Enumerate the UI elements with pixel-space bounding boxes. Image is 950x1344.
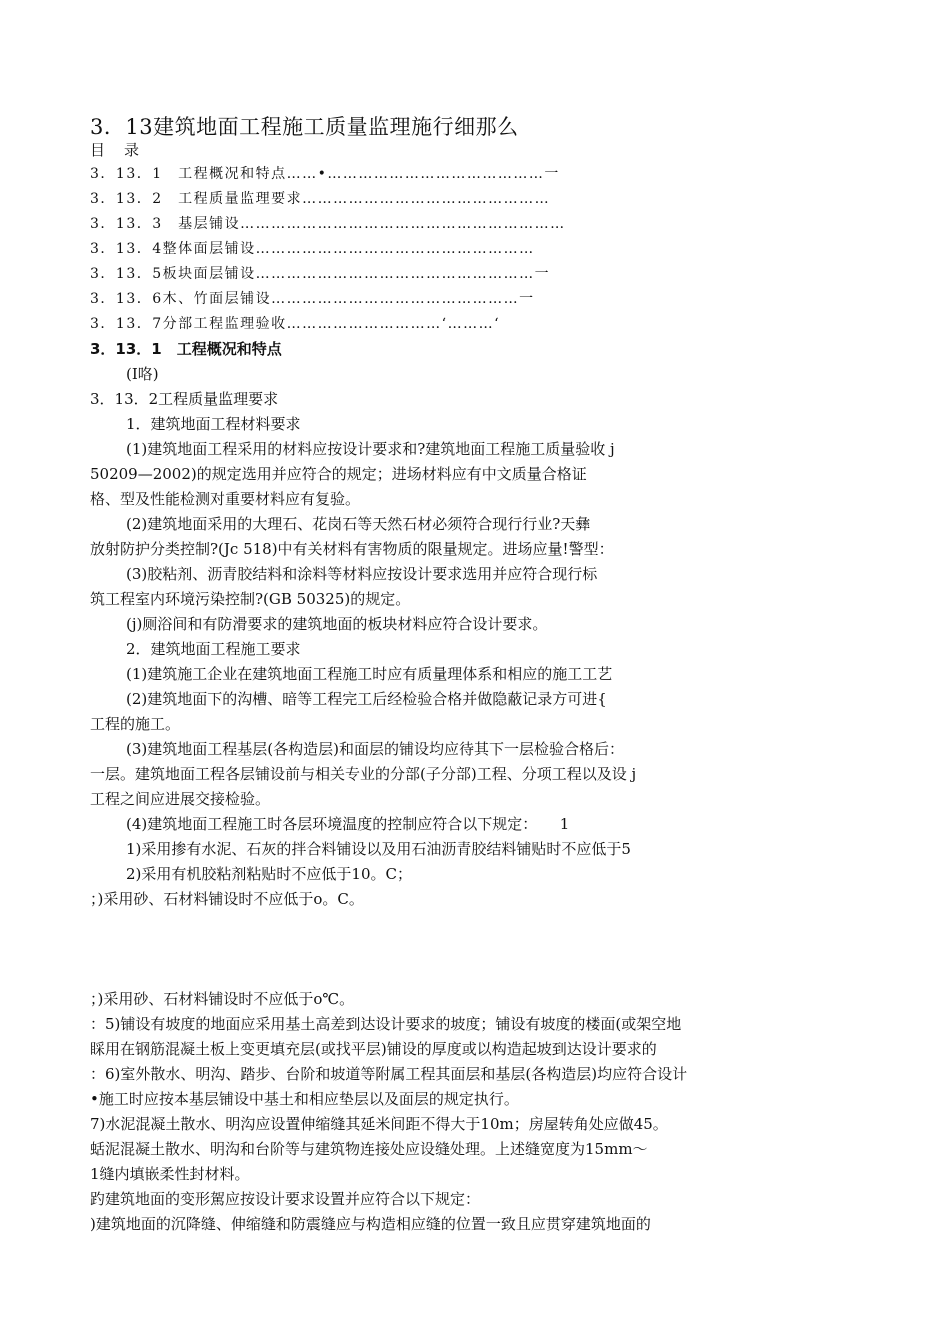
toc-entry: 3．13．4整体面层铺设……………………………………………… (90, 241, 535, 257)
body-line: (3)建筑地面工程基层(各构造层)和面层的铺设均应待其下一层检验合格后： (126, 740, 624, 758)
body-line: 1)采用掺有水泥、石灰的拌合料铺设以及用石油沥青胶结料铺贴时不应低于5 (126, 840, 631, 858)
body-line: 蛞泥混凝土散水、明沟和台阶等与建筑物连接处应设缝处理。上述缝宽度为15mm～ (90, 1140, 648, 1158)
body-line: (j)厕浴间和有防滑要求的建筑地面的板块材料应符合设计要求。 (126, 615, 548, 633)
body-line: ；)采用砂、石材料铺设时不应低于o。C。 (90, 890, 364, 908)
body-line: 工程的施工。 (90, 715, 181, 733)
body-line: (4)建筑地面工程施工时各层环境温度的控制应符合以下规定： 1 (126, 815, 570, 833)
body-line: 筑工程室内环境污染控制?(GB 50325)的规定。 (90, 590, 411, 608)
body-line: 放射防护分类控制?(Jc 518)中有关材料有害物质的限量规定。进场应量!警型： (90, 540, 614, 558)
body-line: ；)采用砂、石材料铺设时不应低于o℃。 (90, 990, 355, 1008)
body-line: (2)建筑地面下的沟槽、暗等工程完工后经检验合格并做隐蔽记录方可进{ (126, 690, 607, 708)
body-line: 格、型及性能检测对重要材料应有复验。 (90, 490, 361, 508)
body-line: 一层。建筑地面工程各层铺设前与相关专业的分部(子分部)工程、分项工程以及设 j (90, 765, 637, 783)
body-line: (3)胶粘剂、沥青胶结料和涂料等材料应按设计要求选用并应符合现行标 (126, 565, 598, 583)
body-line: 工程之间应进展交接检验。 (90, 790, 271, 808)
section-body: (I咯) (126, 365, 159, 383)
body-line: 7)水泥混凝土散水、明沟应设置伸缩缝其延米间距不得大于10m；房屋转角处应做45。 (90, 1115, 668, 1133)
toc-entry: 3．13．6木、竹面层铺设…………………………………………一 (90, 291, 535, 307)
toc-entry: 3．13．7分部工程监理验收…………………………‘………‘ (90, 316, 501, 332)
section-heading: 3．13．2工程质量监理要求 (90, 390, 279, 408)
body-line: (1)建筑施工企业在建筑地面工程施工时应有质量理体系和相应的施工工艺 (126, 665, 613, 683)
body-line: 50209—2002)的规定选用并应符合的规定；进场材料应有中文质量合格证 (90, 465, 587, 483)
body-line: 1缝内填嵌柔性封材料。 (90, 1165, 250, 1183)
body-line: •施工时应按本基层铺设中基土和相应垫层以及面层的规定执行。 (90, 1090, 519, 1108)
toc-heading: 目 录 (90, 141, 142, 159)
toc-entry: 3．13．5板块面层铺设………………………………………………一 (90, 266, 551, 282)
body-line: (2)建筑地面采用的大理石、花岗石等天然石材必须符合现行行业?天彝 (126, 515, 591, 533)
body-line: (1)建筑地面工程采用的材料应按设计要求和?建筑地面工程施工质量验收 j (126, 440, 615, 458)
toc-entry: 3．13．3 基层铺设……………………………………………………… (90, 216, 566, 232)
body-line: 1．建筑地面工程材料要求 (126, 415, 301, 433)
toc-entry: 3．13．2 工程质量监理要求………………………………………… (90, 191, 551, 207)
document-title: 3．13建筑地面工程施工质量监理施行细那么 (90, 115, 519, 139)
body-line: 2)采用有机胶粘剂粘贴时不应低于10。C； (126, 865, 412, 883)
section-heading: 3．13．1 工程概况和特点 (90, 340, 282, 358)
body-line: ：6)室外散水、明沟、踏步、台阶和坡道等附属工程其面层和基层(各构造层)均应符合设计 (90, 1065, 688, 1083)
body-line: ：5)铺设有坡度的地面应采用基土高差到达设计要求的坡度；铺设有坡度的楼面(或架空地 (90, 1015, 682, 1033)
body-line: )建筑地面的沉降缝、伸缩缝和防震缝应与构造相应缝的位置一致且应贯穿建筑地面的 (90, 1215, 651, 1233)
body-line: 趵建筑地面的变形駕应按设计要求设置并应符合以下规定： (90, 1190, 481, 1208)
toc-entry: 3．13．1 工程概况和特点……•……………………………………一 (90, 166, 560, 182)
body-line: 睬用在钢筋混凝土板上变更填充层(或找平层)铺设的厚度或以构造起坡到达设计要求的 (90, 1040, 657, 1058)
body-line: 2．建筑地面工程施工要求 (126, 640, 301, 658)
